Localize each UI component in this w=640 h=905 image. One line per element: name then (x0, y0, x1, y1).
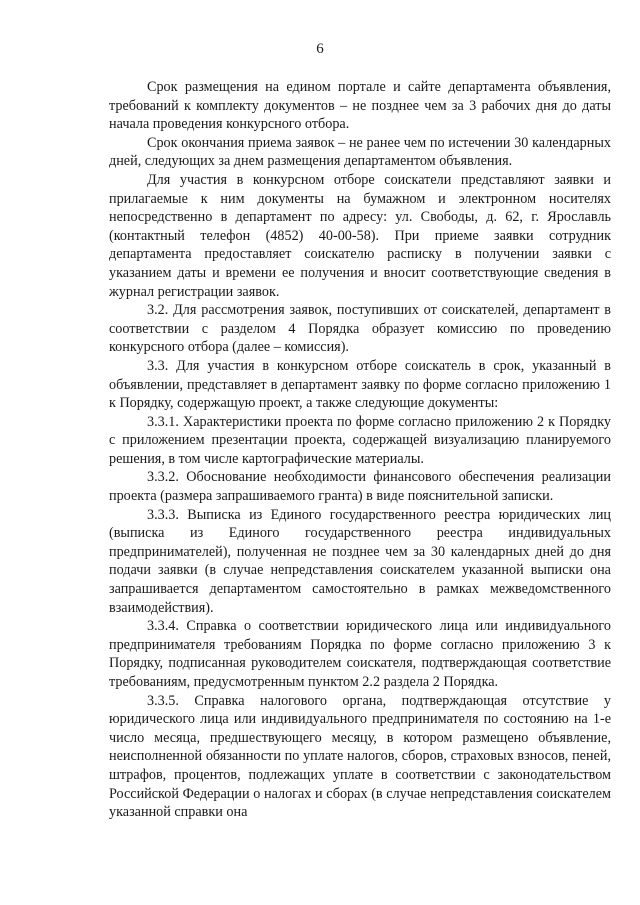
paragraph-3-3-1: 3.3.1. Характеристики проекта по форме согласно приложению 2 к Порядку с приложением презентации проекта, содержащей визуализацию планируемого решения, в том числе картографические материалы. (109, 413, 611, 467)
paragraph-3-3-3: 3.3.3. Выписка из Единого государственного реестра юридических лиц (выписка из Единого государственного реестра индивидуальных предпринимателей), полученная не позднее чем за 30 календарных дней до дня подачи заявки (в случае непредставления соискателем указанной выписки она запрашивается департаментом самостоятельно в рамках межведомственного взаимодействия). (109, 506, 611, 616)
paragraph-3-2: 3.2. Для рассмотрения заявок, поступивших от соискателей, департамент в соответствии с разделом 4 Порядка образует комиссию по проведению конкурсного отбора (далее – комиссия). (109, 302, 611, 356)
paragraph-application-end: Срок окончания приема заявок – не ранее чем по истечении 30 календарных дней, следующих за днем размещения департаментом объявления. (109, 134, 611, 170)
page-number: 6 (316, 41, 324, 57)
paragraph-3-3-4: 3.3.4. Справка о соответствии юридического лица или индивидуального предпринимателя требованиям Порядка по форме согласно приложению 3 к Порядку, подписанная руководителем соискателя, подтверждающая соответствие требованиям, предусмотренным пунктом 2.2 раздела 2 Порядка. (109, 618, 611, 690)
paragraph-3-3: 3.3. Для участия в конкурсном отборе соискатель в срок, указанный в объявлении, представляет в департамент заявку по форме согласно приложению 1 к Порядку, содержащую проект, а также следующие документы: (109, 357, 611, 412)
paragraph-3-3-5: 3.3.5. Справка налогового органа, подтверждающая отсутствие у юридического лица или индивидуального предпринимателя по состоянию на 1-е число месяца, предшествующего месяцу, в котором размещено объявление, неисполненной обязанности по уплате налогов, сборов, страховых взносов, пеней, штрафов, процентов, подлежащих уплате в соответствии с законодательством Российской Федерации о налогах и сборах (в случае непредставления соискателем указанной справки она (109, 692, 611, 821)
paragraph-submission-procedure: Для участия в конкурсном отборе соискатели представляют заявки и прилагаемые к ним документы на бумажном и электронном носителях непосредственно в департамент по адресу: ул. Свободы, д. 62, г. Ярославль (контактный телефон (4852) 40-00-58). При приеме заявки сотрудник департамента предоставляет соискателю расписку в получении заявки с указанием даты и времени ее получения и вносит соответствующие сведения в журнал регистрации заявок. (109, 171, 611, 300)
document-body (109, 78, 611, 822)
paragraph-3-3-2: 3.3.2. Обоснование необходимости финансового обеспечения реализации проекта (размера запрашиваемого гранта) в виде пояснительной записки. (109, 469, 611, 505)
paragraph-posting-deadline: Срок размещения на едином портале и сайте департамента объявления, требований к комплекту документов – не позднее чем за 3 рабочих дня до даты начала проведения конкурсного отбора. (109, 79, 611, 133)
